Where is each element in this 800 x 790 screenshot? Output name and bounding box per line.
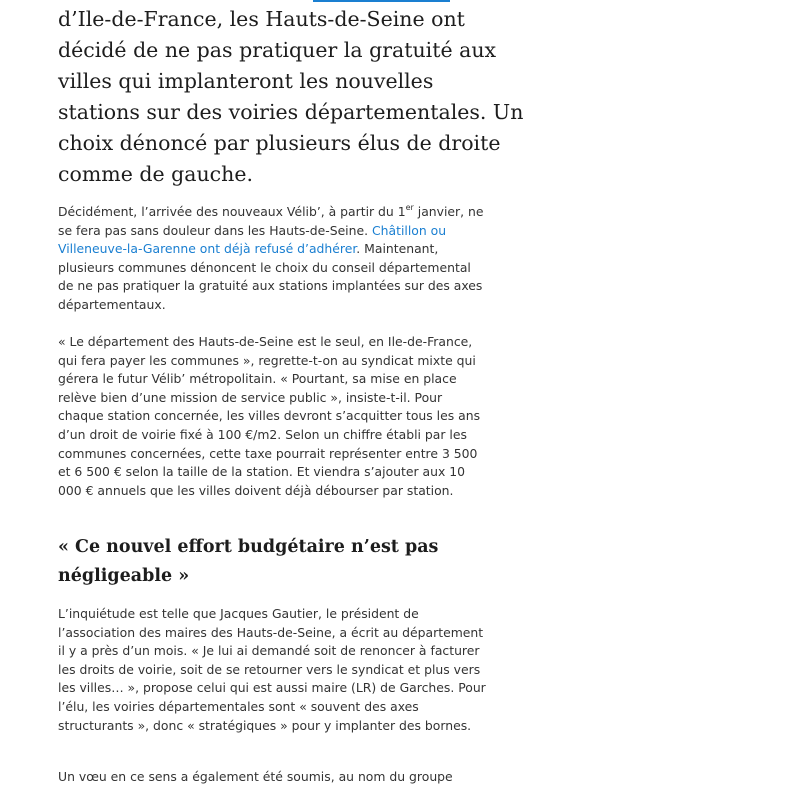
paragraph-line: départementaux. [58, 296, 166, 312]
related-article-link[interactable]: Châtillon ou [371, 222, 447, 238]
paragraph-line [58, 240, 490, 259]
lead-line: décidé de ne pas pratiquer la gratuité aux [58, 38, 497, 62]
paragraph-line: les droits de voirie, soit de se retourner vers le syndicat et plus vers [58, 661, 481, 677]
section-subheading [58, 533, 498, 591]
paragraph-line: et 6 500 € selon la taille de la station. Et viendra s’ajouter aux 10 [58, 464, 466, 480]
paragraph-line: d’un droit de voirie fixé à 100 €/m2. Selon un chiffre établi par les [58, 426, 467, 442]
subheading-line: « Ce nouvel effort budgétaire n’est pas [58, 537, 439, 557]
lead-line: d’Ile-de-France, les Hauts-de-Seine ont [58, 7, 465, 31]
article-lead [58, 4, 524, 190]
ordinal-superscript: er [405, 202, 414, 212]
text-fragment: Décidément, l’arrivée des nouveaux Vélib’, à partir du 1 [58, 204, 406, 219]
paragraph-line: l’association des maires des Hauts-de-Seine, a écrit au département [58, 624, 484, 640]
lead-line: villes qui implanteront les nouvelles [58, 69, 434, 93]
text-fragment: janvier, ne [413, 204, 484, 219]
paragraph-line [58, 203, 490, 222]
text-fragment: se fera pas sans douleur dans les Hauts-de-Seine. [58, 222, 372, 238]
paragraph-line: qui fera payer les communes », regrette-t-on au syndicat mixte qui [58, 352, 476, 368]
paragraph-line: chaque station concernée, les villes devront s’acquitter tous les ans [58, 408, 481, 424]
related-article-link[interactable]: Villeneuve-la-Garenne ont déjà refusé d’adhérer [58, 241, 357, 257]
paragraph-line: « Le département des Hauts-de-Seine est le seul, en Ile-de-France, [58, 334, 473, 349]
lead-line: choix dénoncé par plusieurs élus de droite [58, 131, 501, 155]
paragraph-line: plusieurs communes dénoncent le choix du conseil départemental [58, 259, 471, 275]
paragraph-gautier [58, 605, 490, 735]
paragraph-line: Un vœu en ce sens a également été soumis, au nom du groupe [58, 769, 453, 784]
paragraph-syndicate-quote [58, 333, 490, 500]
paragraph-line: gérera le futur Vélib’ métropolitain. « Pourtant, sa mise en place [58, 371, 457, 387]
text-fragment: . Maintenant, [356, 241, 439, 257]
paragraph-line: communes concernées, cette taxe pourrait représenter entre 3 500 [58, 445, 478, 461]
paragraph-line: de ne pas pratiquer la gratuité aux stations implantées sur des axes [58, 278, 483, 294]
lead-line: stations sur des voiries départementales. Un [58, 100, 524, 124]
paragraph-line: il y a près d’un mois. « Je lui ai demandé soit de renoncer à facturer [58, 643, 480, 659]
subheading-line: négligeable » [58, 566, 190, 586]
paragraph-line [58, 222, 490, 241]
paragraph-line: L’inquiétude est telle que Jacques Gautier, le président de [58, 606, 419, 621]
paragraph-voeu [58, 768, 490, 787]
paragraph-line: les villes… », propose celui qui est aussi maire (LR) de Garches. Pour [58, 680, 486, 696]
lead-line: comme de gauche. [58, 162, 254, 186]
paragraph-velib-arrival [58, 203, 490, 315]
previous-link-underline[interactable] [313, 0, 450, 2]
paragraph-line: relève bien d’une mission de service public », insiste-t-il. Pour [58, 389, 443, 405]
paragraph-line: 000 € annuels que les villes doivent déjà débourser par station. [58, 482, 454, 498]
paragraph-line: structurants », donc « stratégiques » pour y implanter des bornes. [58, 717, 472, 733]
paragraph-line: l’élu, les voiries départementales sont « souvent des axes [58, 698, 419, 714]
